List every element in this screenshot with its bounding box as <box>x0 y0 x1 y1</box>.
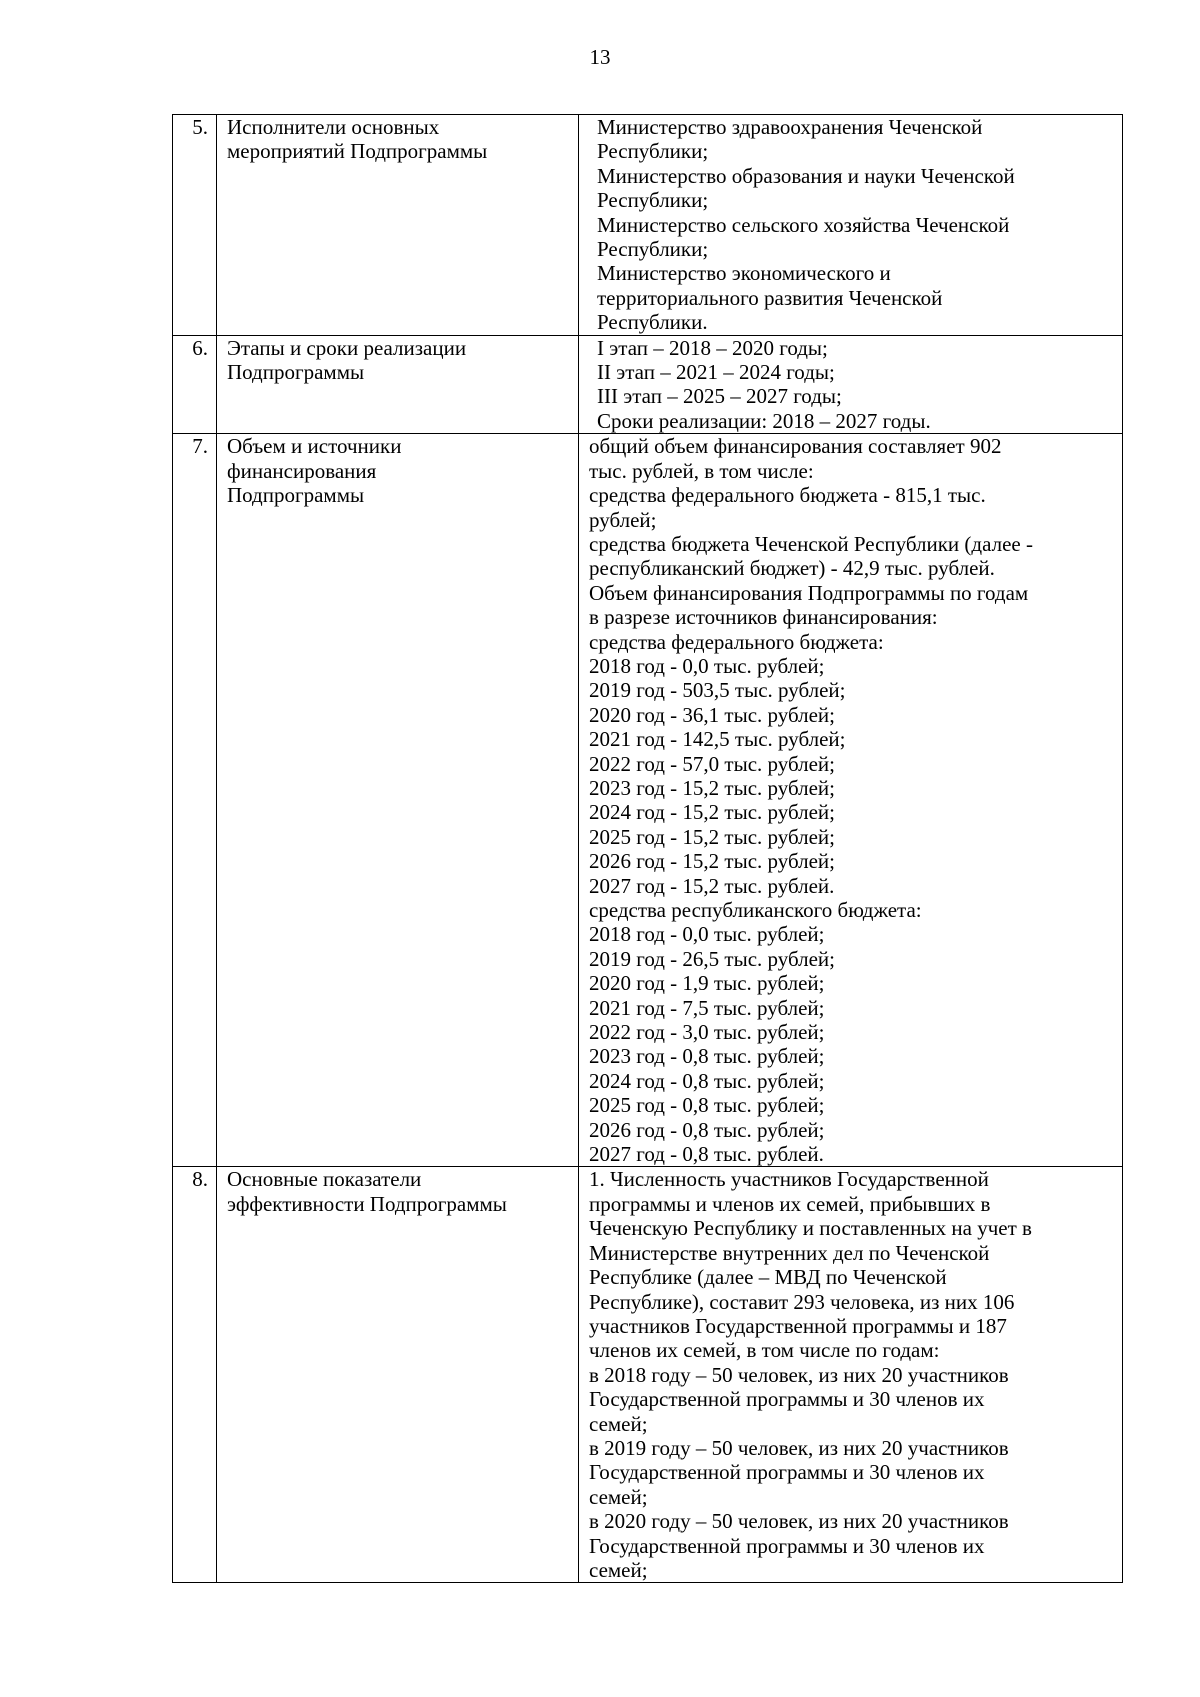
parameter-value-line: семей; <box>589 1484 648 1509</box>
parameter-value-line: 2027 год - 0,8 тыс. рублей. <box>589 1142 824 1167</box>
parameter-value-line: III этап – 2025 – 2027 годы; <box>597 384 842 409</box>
parameter-value-line: средства республиканского бюджета: <box>589 898 922 922</box>
parameter-value-line: республиканский бюджет) - 42,9 тыс. рублей. <box>589 556 995 581</box>
parameter-value-line: семей; <box>589 1557 648 1582</box>
parameter-value-line: 2026 год - 0,8 тыс. рублей; <box>589 1117 825 1142</box>
parameter-name-line: финансирования <box>227 458 377 483</box>
parameter-value-line: 2019 год - 503,5 тыс. рублей; <box>589 678 846 703</box>
parameter-value-line: 2020 год - 36,1 тыс. рублей; <box>589 702 836 727</box>
parameter-value-line: Республики; <box>597 188 709 213</box>
parameter-value-line: 1. Численность участников Государственной <box>589 1167 989 1192</box>
table-row <box>173 115 1123 336</box>
parameter-value-line: членов их семей, в том числе по годам: <box>589 1338 940 1363</box>
parameter-value-line: в 2018 году – 50 человек, из них 20 участников <box>589 1362 1009 1387</box>
parameter-value-line: средства бюджета Чеченской Республики (далее - <box>589 531 1033 556</box>
parameter-value-line: тыс. рублей, в том числе: <box>589 458 814 483</box>
parameter-value-line: 2022 год - 3,0 тыс. рублей; <box>589 1020 825 1045</box>
parameter-value-line: 2025 год - 0,8 тыс. рублей; <box>589 1093 825 1118</box>
parameter-value-line: Министерстве внутренних дел по Чеченской <box>589 1240 990 1265</box>
parameter-value-line: средства федерального бюджета - 815,1 тыс. <box>589 483 986 508</box>
parameter-value-line: II этап – 2021 – 2024 годы; <box>597 360 835 385</box>
parameter-value-line: участников Государственной программы и 187 <box>589 1313 1007 1338</box>
parameter-value-line: общий объем финансирования составляет 902 <box>589 434 1002 459</box>
row-number: 5. <box>173 115 217 336</box>
parameter-name-line: Основные показатели <box>227 1167 422 1192</box>
parameter-value-line: Республике (далее – МВД по Чеченской <box>589 1265 947 1290</box>
parameter-value-line: территориального развития Чеченской <box>597 285 943 310</box>
parameter-value-line: 2026 год - 15,2 тыс. рублей; <box>589 849 836 874</box>
parameter-value-line: Государственной программы и 30 членов их <box>589 1533 985 1558</box>
parameter-value-line: Республики. <box>597 310 708 335</box>
row-number: 7. <box>173 434 217 1167</box>
page-number: 13 <box>589 45 611 69</box>
row-parameter-name <box>217 115 579 336</box>
parameter-value-line: в разрезе источников финансирования: <box>589 605 938 630</box>
parameter-value-line: 2025 год - 15,2 тыс. рублей; <box>589 824 836 849</box>
parameter-value-line: в 2020 году – 50 человек, из них 20 участников <box>589 1509 1009 1534</box>
parameter-value-line: Государственной программы и 30 членов их <box>589 1460 985 1485</box>
parameter-value-line: 2024 год - 0,8 тыс. рублей; <box>589 1068 825 1093</box>
parameter-value-line: 2018 год - 0,0 тыс. рублей; <box>589 922 825 947</box>
parameter-value-line: 2023 год - 0,8 тыс. рублей; <box>589 1044 825 1069</box>
parameter-value-line: Министерство сельского хозяйства Чеченской <box>597 212 1010 237</box>
subprogram-passport-table <box>172 114 1123 1583</box>
row-number: 6. <box>173 335 217 434</box>
parameter-name-line: Подпрограммы <box>227 483 365 508</box>
parameter-value-line: 2022 год - 57,0 тыс. рублей; <box>589 751 836 776</box>
parameter-value-line: Республики; <box>597 237 709 262</box>
parameter-value-line: 2027 год - 15,2 тыс. рублей. <box>589 873 835 898</box>
parameter-value-line: в 2019 году – 50 человек, из них 20 участников <box>589 1435 1009 1460</box>
parameter-name-line: эффективности Подпрограммы <box>227 1191 507 1216</box>
parameter-value-line: Республике), составит 293 человека, из них 106 <box>589 1289 1015 1314</box>
parameter-name-line: Подпрограммы <box>227 360 365 385</box>
row-parameter-name <box>217 434 579 1167</box>
parameter-value-line: семей; <box>589 1411 648 1436</box>
table-body <box>173 115 1123 1583</box>
parameter-value-line: рублей; <box>589 507 657 532</box>
parameter-value-line: Министерство экономического и <box>597 261 891 286</box>
parameter-value-line: 2019 год - 26,5 тыс. рублей; <box>589 946 836 971</box>
parameter-value-line: Сроки реализации: 2018 – 2027 годы. <box>597 408 931 433</box>
parameter-value-line: 2024 год - 15,2 тыс. рублей; <box>589 800 836 825</box>
table-row <box>173 1167 1123 1583</box>
parameter-value-line: Государственной программы и 30 членов их <box>589 1387 985 1412</box>
row-parameter-name <box>217 335 579 434</box>
row-parameter-value <box>579 335 1123 434</box>
table-row <box>173 335 1123 434</box>
parameter-value-line: 2023 год - 15,2 тыс. рублей; <box>589 775 836 800</box>
parameter-name-line: Этапы и сроки реализации <box>227 335 467 360</box>
parameter-value-line: средства федерального бюджета: <box>589 629 884 654</box>
row-parameter-value <box>579 1167 1123 1583</box>
parameter-value-line: Министерство здравоохранения Чеченской <box>597 115 983 139</box>
parameter-value-line: Республики; <box>597 139 709 164</box>
parameter-value-line: 2018 год - 0,0 тыс. рублей; <box>589 653 825 678</box>
parameter-name-line: мероприятий Подпрограммы <box>227 139 488 164</box>
parameter-value-line: Объем финансирования Подпрограммы по годам <box>589 580 1029 605</box>
parameter-value-line: Чеченскую Республику и поставленных на учет в <box>589 1216 1032 1241</box>
parameter-name-line: Исполнители основных <box>227 115 440 139</box>
parameter-value-line: 2021 год - 7,5 тыс. рублей; <box>589 995 825 1020</box>
parameter-value-line: 2021 год - 142,5 тыс. рублей; <box>589 727 846 752</box>
row-parameter-value <box>579 115 1123 336</box>
parameter-name-line: Объем и источники <box>227 434 402 459</box>
parameter-value-line: 2020 год - 1,9 тыс. рублей; <box>589 971 825 996</box>
parameter-value-line: программы и членов их семей, прибывших в <box>589 1191 991 1216</box>
row-number: 8. <box>173 1167 217 1583</box>
parameter-value-line: I этап – 2018 – 2020 годы; <box>597 335 828 360</box>
parameter-value-line: Министерство образования и науки Чеченской <box>597 163 1015 188</box>
table-row <box>173 434 1123 1167</box>
row-parameter-value <box>579 434 1123 1167</box>
row-parameter-name <box>217 1167 579 1583</box>
